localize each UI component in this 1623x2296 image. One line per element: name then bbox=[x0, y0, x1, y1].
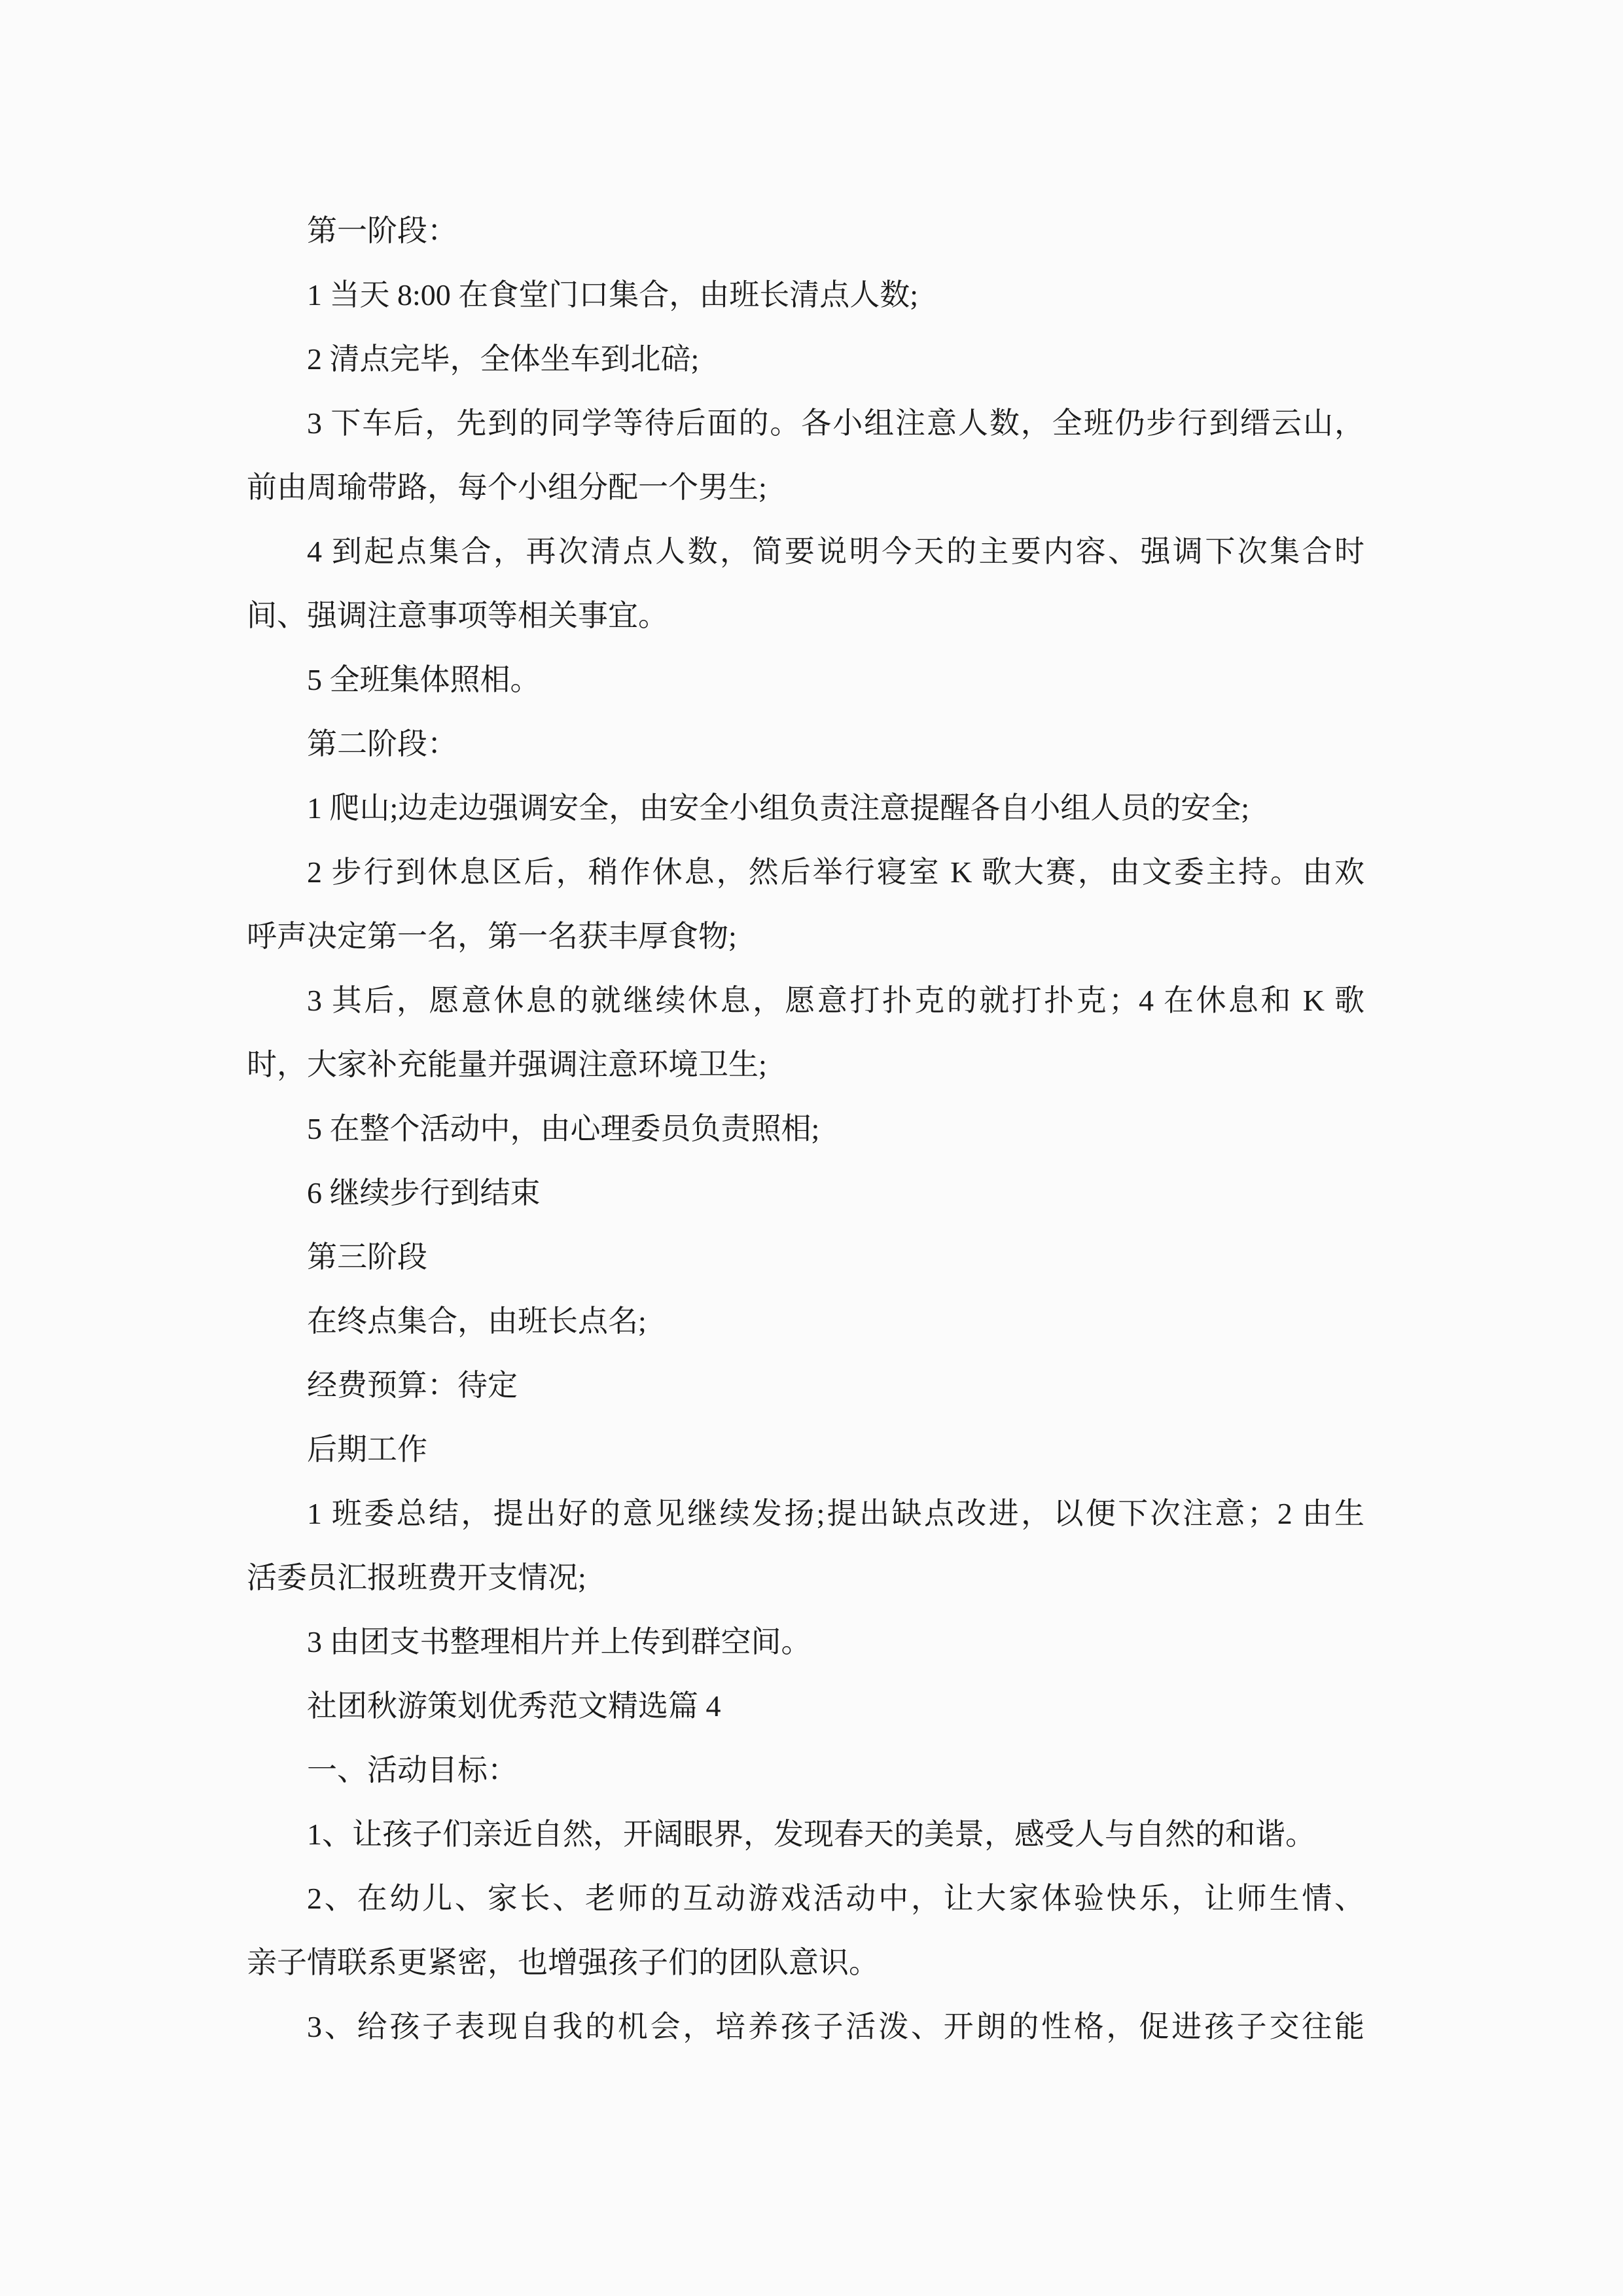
text-line: 2、在幼儿、家长、老师的互动游戏活动中，让大家体验快乐，让师生情、 bbox=[307, 1882, 1364, 1915]
text-line: 前由周瑜带路，每个小组分配一个男生; bbox=[247, 471, 767, 504]
text-line: 4 到起点集合，再次清点人数，简要说明今天的主要内容、强调下次集合时 bbox=[307, 535, 1364, 568]
text-line: 2 步行到休息区后，稍作休息，然后举行寝室 K 歌大赛，由文委主持。由欢 bbox=[307, 855, 1364, 889]
text-line: 间、强调注意事项等相关事宜。 bbox=[247, 599, 668, 632]
text-line: 1 当天 8:00 在食堂门口集合，由班长清点人数; bbox=[307, 278, 919, 312]
text-line: 3 由团支书整理相片并上传到群空间。 bbox=[307, 1625, 812, 1659]
text-line: 5 全班集体照相。 bbox=[307, 663, 541, 696]
text-line: 5 在整个活动中，由心理委员负责照相; bbox=[307, 1112, 820, 1145]
text-line: 社团秋游策划优秀范文精选篇 4 bbox=[307, 1689, 721, 1723]
text-line: 1、让孩子们亲近自然，开阔眼界，发现春天的美景，感受人与自然的和谐。 bbox=[307, 1818, 1315, 1851]
text-line: 第二阶段： bbox=[307, 727, 457, 761]
text-line: 一、活动目标： bbox=[307, 1753, 518, 1787]
text-line: 2 清点完毕，全体坐车到北碚; bbox=[307, 342, 700, 376]
text-line: 3 下车后，先到的同学等待后面的。各小组注意人数，全班仍步行到缙云山， bbox=[307, 406, 1364, 440]
text-line: 后期工作 bbox=[307, 1433, 427, 1466]
text-line: 经费预算：待定 bbox=[307, 1369, 518, 1402]
text-line: 3、给孩子表现自我的机会，培养孩子活泼、开朗的性格，促进孩子交往能 bbox=[307, 2010, 1364, 2043]
text-line: 1 爬山;边走边强调安全，由安全小组负责注意提醒各自小组人员的安全; bbox=[307, 791, 1250, 825]
text-line: 第一阶段： bbox=[307, 214, 457, 247]
text-line: 活委员汇报班费开支情况; bbox=[247, 1561, 586, 1594]
text-line: 1 班委总结，提出好的意见继续发扬;提出缺点改进，以便下次注意；2 由生 bbox=[307, 1497, 1364, 1530]
document-text-block bbox=[247, 199, 1364, 2059]
text-line: 在终点集合，由班长点名; bbox=[307, 1304, 647, 1338]
text-line: 6 继续步行到结束 bbox=[307, 1176, 541, 1210]
text-line: 3 其后，愿意休息的就继续休息，愿意打扑克的就打扑克；4 在休息和 K 歌 bbox=[307, 984, 1364, 1017]
text-line: 呼声决定第一名，第一名获丰厚食物; bbox=[247, 920, 737, 953]
text-line: 亲子情联系更紧密，也增强孩子们的团队意识。 bbox=[247, 1946, 879, 1979]
text-line: 第三阶段 bbox=[307, 1240, 427, 1274]
text-line: 时，大家补充能量并强调注意环境卫生; bbox=[247, 1048, 767, 1081]
